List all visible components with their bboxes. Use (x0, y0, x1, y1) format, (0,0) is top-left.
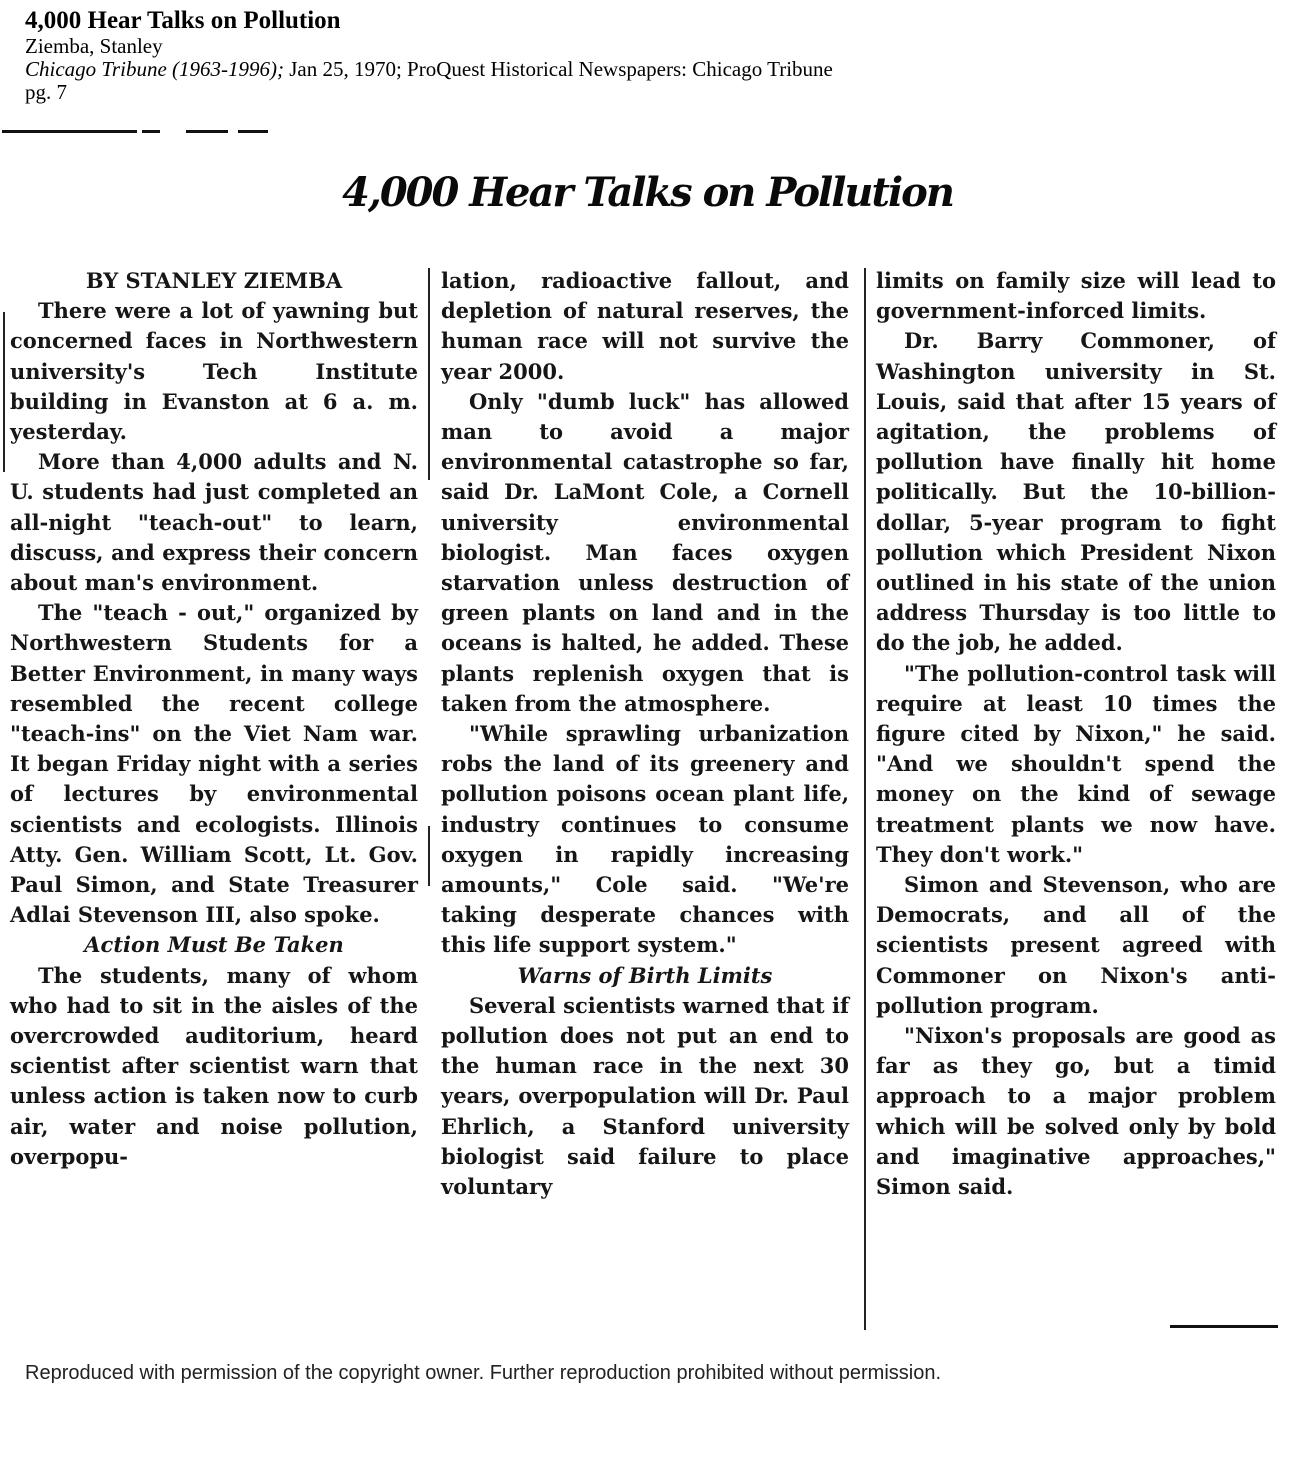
column-rule (3, 312, 5, 472)
citation-source-details: Jan 25, 1970; ProQuest Historical Newspapers: Chicago Tribune (283, 57, 833, 81)
paragraph: Several scientists warned that if pollution does not put an end to the human race in the next 30 years, overpopulation will Dr. Paul Ehrlich, a Stanford university biologist said failure to place voluntary (441, 992, 849, 1200)
paragraph: lation, radioactive fallout, and depletion of natural reserves, the human race will not survive the year 2000. (441, 268, 849, 384)
top-rule (238, 130, 268, 133)
article-headline: 4,000 Hear Talks on Pollution (342, 169, 953, 216)
paragraph: limits on family size will lead to government-inforced limits. (876, 268, 1276, 324)
paragraph: More than 4,000 adults and N. U. students had just completed an all-night "teach-out" to learn, discuss, and express their concern about man's environment. (10, 449, 418, 596)
paragraph: Simon and Stevenson, who are Democrats, and all of the scientists present agreed with Commoner on Nixon's anti-pollution program. (876, 872, 1276, 1018)
citation-publication: Chicago Tribune (1963-1996); (25, 57, 284, 81)
article-end-rule (1170, 1325, 1278, 1328)
paragraph: "The pollution-control task will require at least 10 times the figure cited by Nixon," he said. "And we shouldn't spend the money on the kind of sewage treatment plants we now have. They don't work." (876, 660, 1276, 867)
article-column-2 (441, 266, 849, 1202)
column-rule (428, 268, 430, 480)
byline: BY STANLEY ZIEMBA (85, 268, 343, 293)
citation-author: Ziemba, Stanley (25, 34, 163, 58)
paragraph: The "teach - out," organized by Northwestern Students for a Better Environment, in many ways resembled the recent college "teach-ins" on the Viet Nam war. It began Friday night with a series of lectures by environmental scientists and ecologists. Illinois Atty. Gen. William Scott, Lt. Gov. Paul Simon, and State Treasurer Adlai Stevenson III, also spoke. (10, 600, 418, 928)
article-column-3 (876, 266, 1276, 1202)
citation-page: pg. 7 (25, 80, 67, 104)
paragraph: There were a lot of yawning but concerned faces in Northwestern university's Tech Institute building in Evanston at 6 a. m. yesterday. (10, 298, 418, 445)
column-rule (428, 826, 430, 886)
citation-title: 4,000 Hear Talks on Pollution (25, 7, 341, 34)
subheading: Action Must Be Taken (84, 932, 344, 958)
copyright-footer: Reproduced with permission of the copyright owner. Further reproduction prohibited without permission. (25, 1362, 942, 1384)
top-rule (186, 130, 228, 133)
paragraph: Dr. Barry Commoner, of Washington university in St. Louis, said that after 15 years of agitation, the problems of pollution have finally hit home politically. But the 10-billion-dollar, 5-year program to fight pollution which President Nixon outlined in his state of the union address Thursday is too little to do the job, he added. (876, 328, 1276, 656)
article-column-1 (10, 266, 418, 1172)
paragraph: Only "dumb luck" has allowed man to avoid a major environmental catastrophe so far, said Dr. LaMont Cole, a Cornell university environmental biologist. Man faces oxygen starvation unless destruction of green plants on land and in the oceans is halted, he added. These plants replenish oxygen that is taken from the atmosphere. (441, 388, 849, 716)
citation-source (25, 58, 833, 81)
top-rule (142, 130, 160, 133)
paragraph: "While sprawling urbanization robs the land of its greenery and pollution poisons ocean plant life, industry continues to consume oxygen in rapidly increasing amounts," Cole said. "We're taking desperate chances with this life support system." (441, 721, 849, 958)
citation-block (25, 6, 833, 104)
paragraph: "Nixon's proposals are good as far as they go, but a timid approach to a major problem which will be solved only by bold and imaginative approaches," Simon said. (876, 1023, 1276, 1200)
column-rule (864, 268, 866, 1330)
top-rule (2, 130, 137, 133)
paragraph: The students, many of whom who had to sit in the aisles of the overcrowded auditorium, heard scientist after scientist warn that unless action is taken now to curb air, water and noise pollution, overpopu- (10, 962, 418, 1169)
subheading: Warns of Birth Limits (517, 962, 773, 988)
